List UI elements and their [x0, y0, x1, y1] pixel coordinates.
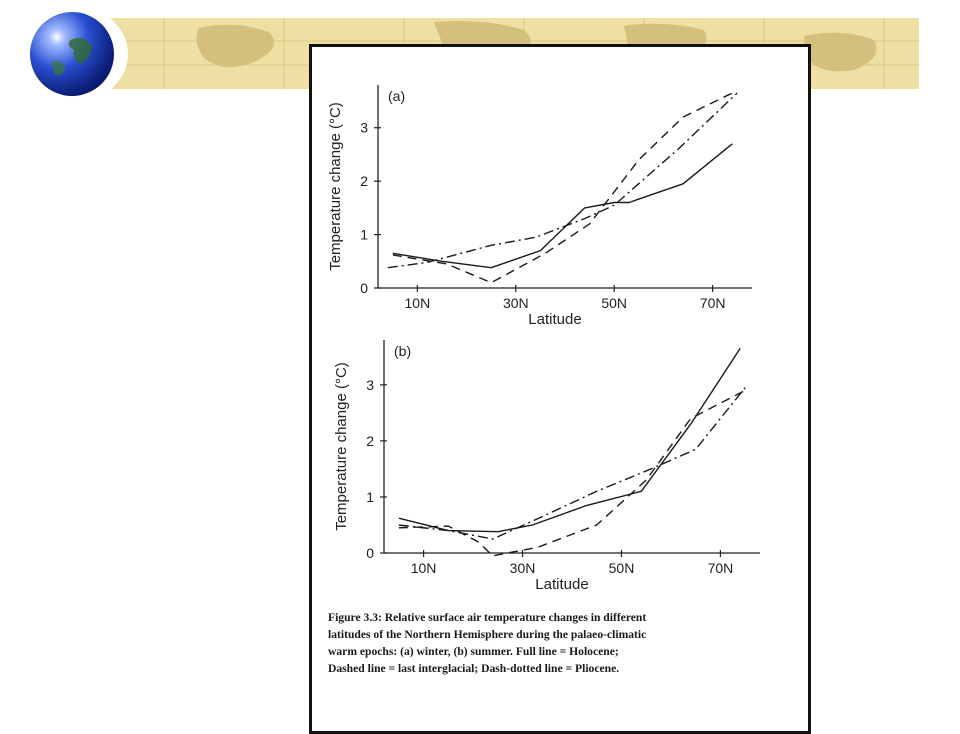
- y-tick-label: 3: [360, 119, 368, 136]
- x-tick-label: 50N: [601, 295, 628, 311]
- x-tick-label: 10N: [404, 295, 431, 311]
- chart-panel-b: [333, 340, 760, 593]
- y-tick-label: 1: [360, 226, 368, 243]
- y-axis-label: Temperature change (°C): [333, 362, 350, 531]
- charts-canvas: [312, 47, 808, 607]
- x-tick-label: 70N: [699, 295, 726, 311]
- x-tick-label: 70N: [707, 560, 734, 576]
- caption-line-2: latitudes of the Northern Hemisphere during the palaeo-climatic: [328, 628, 647, 641]
- globe-icon: [30, 12, 114, 96]
- x-tick-label: 30N: [502, 295, 529, 311]
- caption-line-1: Figure 3.3: Relative surface air temperature changes in different: [328, 611, 647, 624]
- figure-scan: [309, 44, 811, 734]
- y-axis-label: Temperature change (°C): [327, 102, 344, 271]
- series-line-dash-dotted: [399, 388, 745, 539]
- x-axis-label: Latitude: [528, 311, 582, 328]
- y-tick-label: 0: [366, 545, 374, 561]
- chart-panel-a: [327, 85, 752, 328]
- y-tick-label: 1: [366, 488, 374, 505]
- series-line-dashed: [393, 93, 733, 283]
- caption-line-4: Dashed line = last interglacial; Dash-dotted line = Pliocene.: [328, 662, 620, 675]
- x-tick-label: 50N: [608, 560, 635, 576]
- panel-label: (b): [394, 343, 412, 359]
- caption-line-3: warm epochs: (a) winter, (b) summer. Full line = Holocene;: [328, 645, 619, 658]
- series-line-solid: [393, 144, 733, 268]
- y-tick-label: 2: [366, 432, 374, 449]
- y-tick-label: 0: [360, 280, 368, 296]
- x-tick-label: 30N: [509, 560, 536, 576]
- x-axis-label: Latitude: [535, 576, 589, 593]
- x-tick-label: 10N: [410, 560, 437, 576]
- y-tick-label: 2: [360, 173, 368, 190]
- y-tick-label: 3: [366, 376, 374, 393]
- series-line-solid: [399, 348, 740, 531]
- panel-label: (a): [388, 88, 406, 104]
- figure-caption: [328, 609, 803, 677]
